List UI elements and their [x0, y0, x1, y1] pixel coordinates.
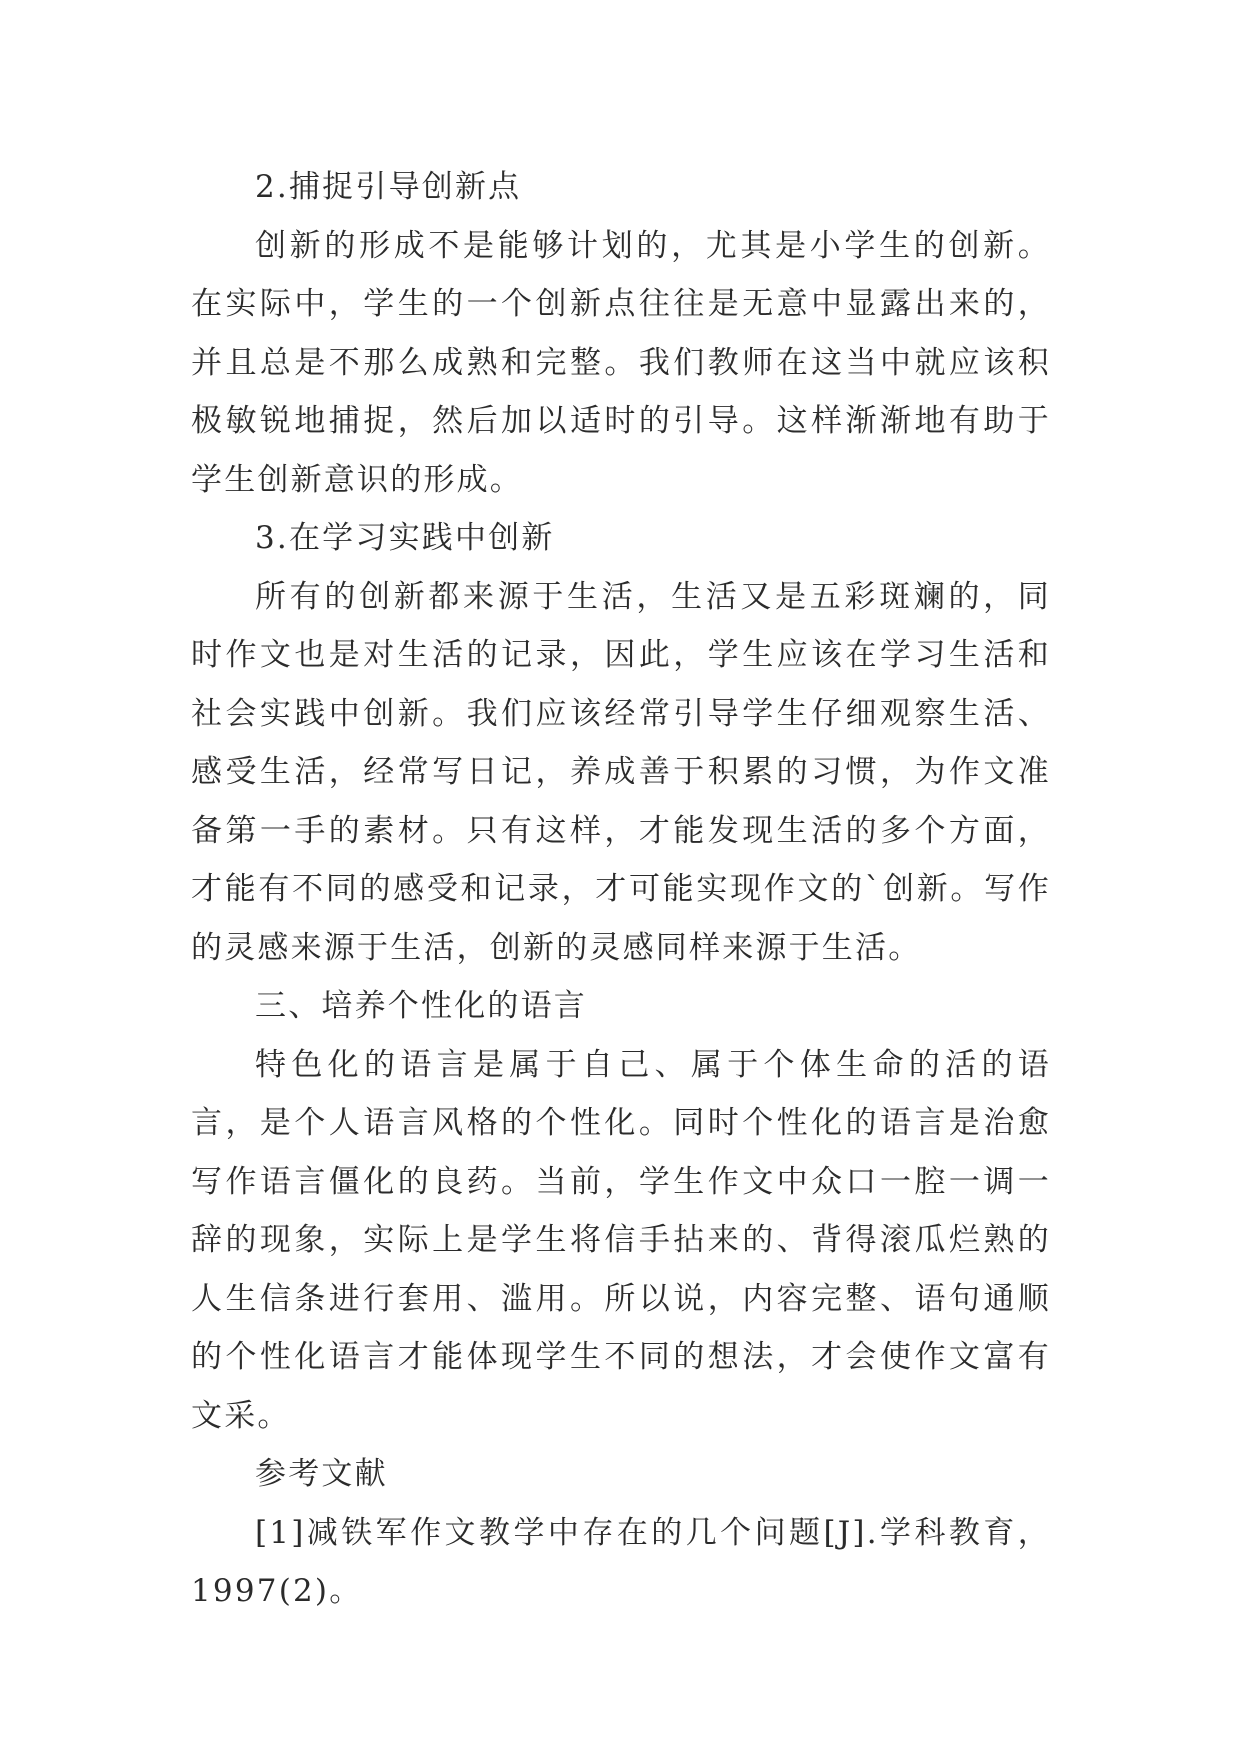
references-heading: 参考文献	[255, 1456, 388, 1492]
section-heading: 2.捕捉引导创新点	[255, 169, 522, 205]
reference-entry: [1]减铁军作文教学中存在的几个问题[J].学科教育，1997(2)。	[191, 1514, 1051, 1609]
body-paragraph: 创新的形成不是能够计划的，尤其是小学生的创新。在实际中，学生的一个创新点往往是无意中显露出来的，并且总是不那么成熟和完整。我们教师在这当中就应该积极敏锐地捕捉，然后加以适时的引导。这样渐渐地有助于学生创新意识的形成。	[191, 227, 1051, 498]
document-body	[191, 158, 1051, 1621]
body-paragraph: 特色化的语言是属于自己、属于个体生命的活的语言，是个人语言风格的个性化。同时个性化的语言是治愈写作语言僵化的良药。当前，学生作文中众口一腔一调一辞的现象，实际上是学生将信手拈来的、背得滚瓜烂熟的人生信条进行套用、滥用。所以说，内容完整、语句通顺的个性化语言才能体现学生不同的想法，才会使作文富有文采。	[191, 1046, 1051, 1434]
body-paragraph: 所有的创新都来源于生活，生活又是五彩斑斓的，同时作文也是对生活的记录，因此，学生应该在学习生活和社会实践中创新。我们应该经常引导学生仔细观察生活、感受生活，经常写日记，养成善于积累的习惯，为作文准备第一手的素材。只有这样，才能发现生活的多个方面，才能有不同的感受和记录，才可能实现作文的`创新。写作的灵感来源于生活，创新的灵感同样来源于生活。	[191, 578, 1051, 966]
section-heading: 3.在学习实践中创新	[255, 520, 555, 556]
section-heading: 三、培养个性化的语言	[255, 988, 587, 1024]
